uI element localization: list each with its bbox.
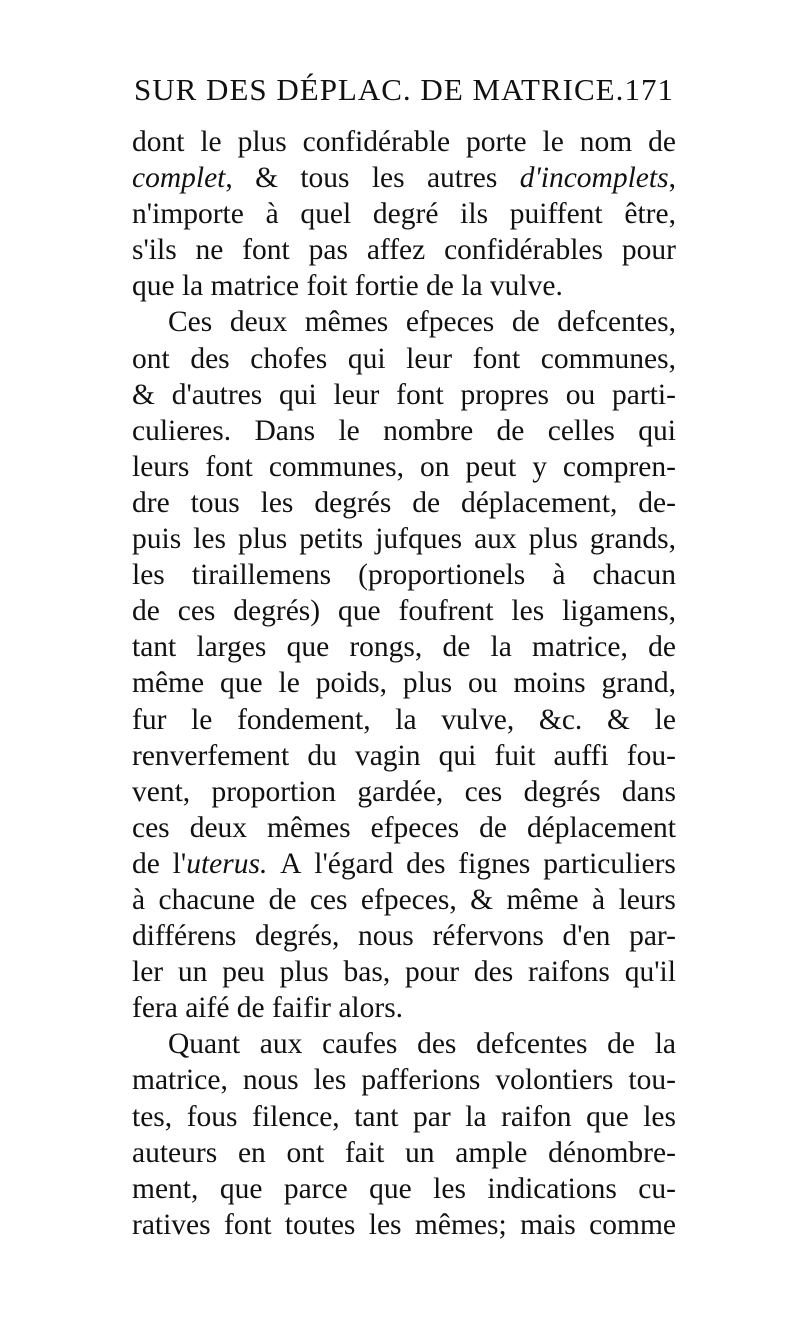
word: font <box>205 450 253 483</box>
word: ont <box>286 1136 325 1169</box>
word: à <box>265 198 279 231</box>
word: les <box>511 595 545 628</box>
word: d'autres <box>171 378 263 411</box>
word: le <box>654 703 676 736</box>
word: fondement, <box>237 703 371 736</box>
word: tou- <box>628 1064 676 1097</box>
word: auteurs <box>132 1136 218 1169</box>
word: aux <box>259 1028 303 1061</box>
word: auffi <box>553 739 609 772</box>
word: peu <box>222 956 265 989</box>
word: en <box>237 1136 266 1169</box>
word: puis <box>132 523 182 556</box>
word: porte <box>465 126 527 158</box>
text-line <box>132 304 676 340</box>
word: ou <box>468 667 498 700</box>
text-line <box>132 377 676 413</box>
word: nom <box>579 126 633 158</box>
word: plus <box>238 523 288 556</box>
word: font <box>396 378 444 411</box>
word: pour <box>621 234 676 267</box>
word: plus <box>528 523 578 556</box>
word: parce <box>283 1172 348 1205</box>
word: degré <box>372 198 439 231</box>
word: celles <box>547 414 615 447</box>
word: efpeces <box>370 811 460 844</box>
text-line <box>132 521 676 557</box>
word: les <box>368 1208 402 1241</box>
word: jufques <box>375 523 463 556</box>
word: réfervons <box>432 920 544 953</box>
text-line <box>132 268 676 304</box>
word: bas, <box>343 956 391 989</box>
word: le <box>191 703 213 736</box>
word: à <box>552 559 566 592</box>
text-line <box>132 1026 676 1062</box>
word: cu- <box>638 1172 676 1205</box>
word: déplacement, <box>460 486 618 519</box>
word: même <box>506 883 579 916</box>
word: les <box>193 523 226 556</box>
word: dre <box>132 486 170 519</box>
word: degrés <box>523 775 601 808</box>
word: de- <box>638 486 676 519</box>
word: mêmes; <box>414 1208 507 1241</box>
word: de <box>132 595 160 628</box>
word: degrés <box>314 486 392 519</box>
word: Quant <box>168 1028 241 1061</box>
word: degrés, <box>254 920 340 953</box>
text-line <box>132 954 676 990</box>
word: même <box>132 667 205 700</box>
paragraph <box>132 124 676 304</box>
word: des <box>190 342 230 375</box>
word: leur <box>333 378 380 411</box>
word: matrice, <box>132 1064 228 1097</box>
word: foufrent <box>398 595 494 628</box>
word: de <box>268 883 297 916</box>
text-line <box>132 449 676 485</box>
text-line <box>132 341 676 377</box>
word: les <box>260 486 294 519</box>
word: de <box>607 1028 636 1061</box>
text-line <box>132 882 676 918</box>
text-line <box>132 1171 676 1207</box>
text-line <box>132 810 676 846</box>
word: ou <box>565 378 596 411</box>
word: le <box>200 126 222 158</box>
text-line <box>132 738 676 774</box>
text-line <box>132 232 676 268</box>
word: ample <box>455 1136 528 1169</box>
word: font <box>472 342 521 375</box>
word: de <box>442 631 471 664</box>
word: que <box>286 631 330 664</box>
word: mêmes <box>304 306 389 339</box>
word: volontiers <box>495 1064 614 1097</box>
word: & <box>607 703 630 736</box>
word: plus <box>402 667 453 700</box>
word: moins <box>513 667 586 700</box>
page-number: 171 <box>624 72 674 107</box>
text-line <box>132 124 676 160</box>
word: autres <box>426 162 498 195</box>
word: le <box>278 667 300 700</box>
word: qui <box>347 342 386 375</box>
text-line <box>132 702 676 738</box>
word: culieres. <box>132 414 232 447</box>
word: tant <box>354 1100 399 1133</box>
word: de <box>648 631 676 664</box>
text-segment: fera aifé de faifir alors. <box>132 992 404 1025</box>
word: les <box>313 1064 347 1097</box>
word: fignes <box>458 847 531 880</box>
word: vagin <box>354 739 421 772</box>
word: pour <box>405 956 460 989</box>
word: les <box>132 559 165 592</box>
text-line <box>132 160 676 196</box>
word: fous <box>186 1100 238 1133</box>
word: toutes <box>284 1208 356 1241</box>
word: chacun <box>592 559 676 592</box>
word: tous <box>300 162 350 195</box>
word: leur <box>406 342 453 375</box>
word: efpeces <box>405 306 495 339</box>
word: d'incomplets, <box>519 162 676 195</box>
word: confidérables <box>444 234 603 267</box>
word: degrés) <box>233 595 321 628</box>
word: les <box>371 162 405 195</box>
word: tiraillemens <box>191 559 332 592</box>
word: raifon <box>501 1100 572 1133</box>
word: chofes <box>250 342 328 375</box>
word: deux <box>229 306 288 339</box>
word: ces <box>464 775 503 808</box>
paragraph <box>132 304 676 1026</box>
text-line <box>132 665 676 701</box>
word: dont <box>132 126 185 158</box>
word: ces <box>177 595 216 628</box>
word: (proportionels <box>358 559 526 592</box>
word: s'ils <box>132 234 177 267</box>
word: ne <box>195 234 224 267</box>
word: dénombre- <box>548 1136 676 1169</box>
word: l'uterus. <box>172 847 268 880</box>
word: le <box>338 414 360 447</box>
word: rongs, <box>349 631 423 664</box>
word: renverfement <box>132 739 290 772</box>
word: particuliers <box>543 847 676 880</box>
word: efpeces, <box>360 883 457 916</box>
text-line <box>132 1207 676 1243</box>
word: vulve, <box>441 703 515 736</box>
word: qu'il <box>624 956 676 989</box>
word: ces <box>132 811 170 844</box>
word: le <box>542 126 564 158</box>
word: nous <box>242 1064 299 1097</box>
text-line <box>132 629 676 665</box>
word: grands, <box>589 523 676 556</box>
word: fur <box>132 703 167 736</box>
word: ment, <box>132 1172 199 1205</box>
word: les <box>433 1172 466 1205</box>
word: de <box>648 126 676 158</box>
word: mêmes <box>267 811 351 844</box>
word: defcentes <box>476 1028 588 1061</box>
word: complet, <box>132 162 233 195</box>
word: être, <box>624 198 676 231</box>
word: les <box>643 1100 676 1133</box>
word: petits <box>299 523 364 556</box>
word: vent, <box>132 775 191 808</box>
word: que <box>338 595 381 628</box>
word: des <box>417 1028 457 1061</box>
word: defcentes, <box>557 306 676 339</box>
word: ler <box>132 956 164 989</box>
word: à <box>592 883 606 916</box>
word: nous <box>358 920 414 953</box>
text-line <box>132 846 676 882</box>
word: peut <box>465 450 517 483</box>
word: que <box>369 1172 412 1205</box>
word: des <box>473 956 514 989</box>
word: du <box>307 739 337 772</box>
word: de <box>132 847 160 880</box>
word: ces <box>309 883 348 916</box>
word: dans <box>621 775 676 808</box>
word: la <box>395 703 417 736</box>
word: par <box>413 1100 451 1133</box>
word: y <box>532 450 547 483</box>
word: de <box>412 486 441 519</box>
word: quel <box>300 198 352 231</box>
word: par- <box>629 920 676 953</box>
text-line <box>132 485 676 521</box>
word: d'en <box>562 920 611 953</box>
word: la <box>465 1100 487 1133</box>
text-line <box>132 918 676 954</box>
word: & <box>132 378 155 411</box>
word: pafferions <box>361 1064 481 1097</box>
word: ils <box>460 198 489 231</box>
word: larges <box>196 631 267 664</box>
word: que <box>220 667 263 700</box>
word: de <box>511 306 540 339</box>
word: qui <box>279 378 317 411</box>
word: deux <box>189 811 248 844</box>
word: fuit <box>494 739 536 772</box>
word: un <box>177 956 208 989</box>
text-line <box>132 196 676 232</box>
word: propres <box>460 378 549 411</box>
word: font <box>242 234 290 267</box>
word: communes, <box>540 342 676 375</box>
word: &c. <box>538 703 583 736</box>
word: confidérable <box>302 126 451 158</box>
word: aux <box>474 523 517 556</box>
word: mais <box>520 1208 576 1241</box>
word: qui <box>438 739 477 772</box>
word: filence, <box>252 1100 340 1133</box>
word: raifons <box>527 956 610 989</box>
word: un <box>405 1136 435 1169</box>
word: ont <box>132 342 170 375</box>
text-line <box>132 1135 676 1171</box>
word: plus <box>237 126 287 158</box>
running-head <box>134 72 674 116</box>
text-line <box>132 413 676 449</box>
word: tous <box>190 486 240 519</box>
word: pas <box>308 234 348 267</box>
word: affez <box>366 234 426 267</box>
text-line <box>132 1099 676 1135</box>
word: leurs <box>132 450 190 483</box>
text-line <box>132 990 676 1026</box>
word: indications <box>487 1172 617 1205</box>
word: Dans <box>254 414 316 447</box>
word: A <box>280 847 302 880</box>
running-title: SUR DES DÉPLAC. DE MATRICE. <box>134 72 625 107</box>
word: que <box>219 1172 263 1205</box>
word: leurs <box>618 883 676 916</box>
word: tes, <box>132 1100 173 1133</box>
word: & <box>255 162 279 195</box>
word: & <box>470 883 494 916</box>
word: chacune <box>158 883 256 916</box>
word: nombre <box>383 414 474 447</box>
word: font <box>224 1208 272 1241</box>
word: ligamens, <box>562 595 676 628</box>
word: plus <box>279 956 329 989</box>
word: déplacement <box>526 811 676 844</box>
text-segment: que la matrice foit fortie de la vulve. <box>132 270 563 303</box>
word: poids, <box>315 667 388 700</box>
word: à <box>132 883 146 916</box>
word: proportion <box>211 775 337 808</box>
body-text <box>132 124 676 1243</box>
word: l'égard <box>314 847 394 880</box>
word: communes, <box>268 450 404 483</box>
word: des <box>406 847 446 880</box>
word: fou- <box>626 739 676 772</box>
word: de <box>496 414 525 447</box>
text-line <box>132 774 676 810</box>
word: compren- <box>562 450 676 483</box>
word: la <box>654 1028 676 1061</box>
word: puiffent <box>509 198 603 231</box>
word: gardée, <box>357 775 444 808</box>
word: matrice, <box>532 631 628 664</box>
word: comme <box>589 1208 676 1241</box>
word: caufes <box>322 1028 398 1061</box>
word: que <box>586 1100 629 1133</box>
text-line <box>132 593 676 629</box>
word: tant <box>132 631 177 664</box>
word: la <box>490 631 512 664</box>
word: différens <box>132 920 237 953</box>
word: parti- <box>612 378 676 411</box>
text-line <box>132 1062 676 1098</box>
paragraph <box>132 1026 676 1243</box>
word: on <box>419 450 450 483</box>
word: qui <box>638 414 676 447</box>
word: grand, <box>601 667 676 700</box>
word: n'importe <box>132 198 244 231</box>
word: Ces <box>168 306 213 339</box>
text-line <box>132 557 676 593</box>
word: fait <box>344 1136 385 1169</box>
word: de <box>479 811 507 844</box>
word: ratives <box>132 1208 211 1241</box>
